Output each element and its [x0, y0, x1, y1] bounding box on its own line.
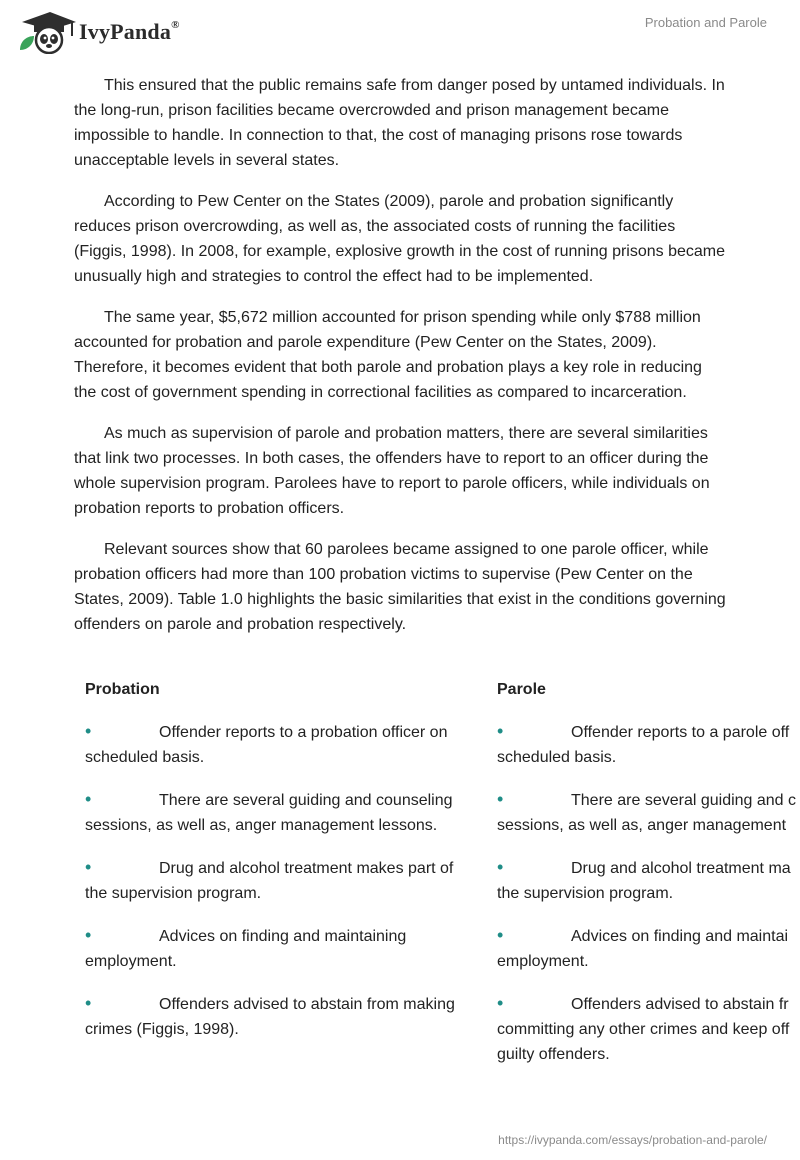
page-header [0, 0, 800, 60]
ivypanda-logo-icon[interactable] [14, 10, 78, 54]
bullet-icon: • [497, 857, 504, 877]
bullet-icon: • [85, 857, 92, 877]
list-item: • Advices on finding and maintai employment. [497, 925, 789, 970]
list-item: • Offender reports to a parole off scheduled basis. [497, 721, 790, 766]
list-item: • Advices on finding and maintaining employment. [85, 925, 407, 970]
parole-heading: Parole [497, 681, 546, 698]
paragraph: This ensured that the public remains safe from danger posed by untamed individuals. In the long-run, prison facilities became overcrowded and prison management became impossible to handle. In connection to that, the cost of managing prisons rose towards unacceptable levels in several states. [74, 77, 725, 169]
paragraph: The same year, $5,672 million accounted for prison spending while only $788 million accounted for probation and parole expenditure (Pew Center on the States, 2009). Therefore, it becomes evident that both parole and probation plays a key role in reducing the cost of government spending in correctional facilities as compared to incarceration. [74, 309, 702, 401]
bullet-icon: • [497, 721, 504, 741]
bullet-icon: • [497, 789, 504, 809]
parole-column [497, 677, 800, 1084]
document-title: Probation and Parole [644, 15, 767, 30]
essay-body [74, 73, 726, 653]
brand-text: IvyPanda [79, 19, 172, 44]
bullet-icon: • [85, 925, 92, 945]
paragraph: Relevant sources show that 60 parolees became assigned to one parole officer, while probation officers had more than 100 probation victims to supervise (Pew Center on the States, 2009). Table 1.0 highlights the basic similarities that exist in the conditions governing offenders on parole and probation respectively. [74, 541, 726, 633]
list-item: • Offenders advised to abstain fr committing any other crimes and keep off guilty offenders. [497, 993, 790, 1063]
list-item: • Offender reports to a probation officer on scheduled basis. [85, 721, 448, 766]
source-url[interactable]: https://ivypanda.com/essays/probation-and-parole/ [498, 1133, 767, 1147]
bullet-icon: • [85, 993, 92, 1013]
paragraph: As much as supervision of parole and probation matters, there are several similarities that link two processes. In both cases, the offenders have to report to an officer during the whole supervision program. Parolees have to report to parole officers, while individuals on probation reports to probation officers. [74, 425, 710, 517]
registered-mark: ® [171, 18, 180, 31]
list-item: • Drug and alcohol treatment makes part of the supervision program. [85, 857, 454, 902]
list-item: • Offenders advised to abstain from making crimes (Figgis, 1998). [85, 993, 455, 1038]
probation-heading: Probation [85, 681, 160, 698]
list-item: • There are several guiding and counseling sessions, as well as, anger management lessons. [85, 789, 453, 834]
bullet-icon: • [497, 993, 504, 1013]
list-item: • Drug and alcohol treatment ma the supervision program. [497, 857, 791, 902]
probation-column [85, 677, 475, 1059]
bullet-icon: • [497, 925, 504, 945]
brand-name[interactable] [79, 19, 180, 45]
bullet-icon: • [85, 721, 92, 741]
list-item: • There are several guiding and c sessions, as well as, anger management [497, 789, 797, 834]
bullet-icon: • [85, 789, 92, 809]
paragraph: According to Pew Center on the States (2009), parole and probation significantly reduces prison overcrowding, as well as, the associated costs of running the facilities (Figgis, 1998). In 2008, for example, explosive growth in the cost of running prisons became unusually high and strategies to control the effect had to be implemented. [74, 193, 726, 285]
